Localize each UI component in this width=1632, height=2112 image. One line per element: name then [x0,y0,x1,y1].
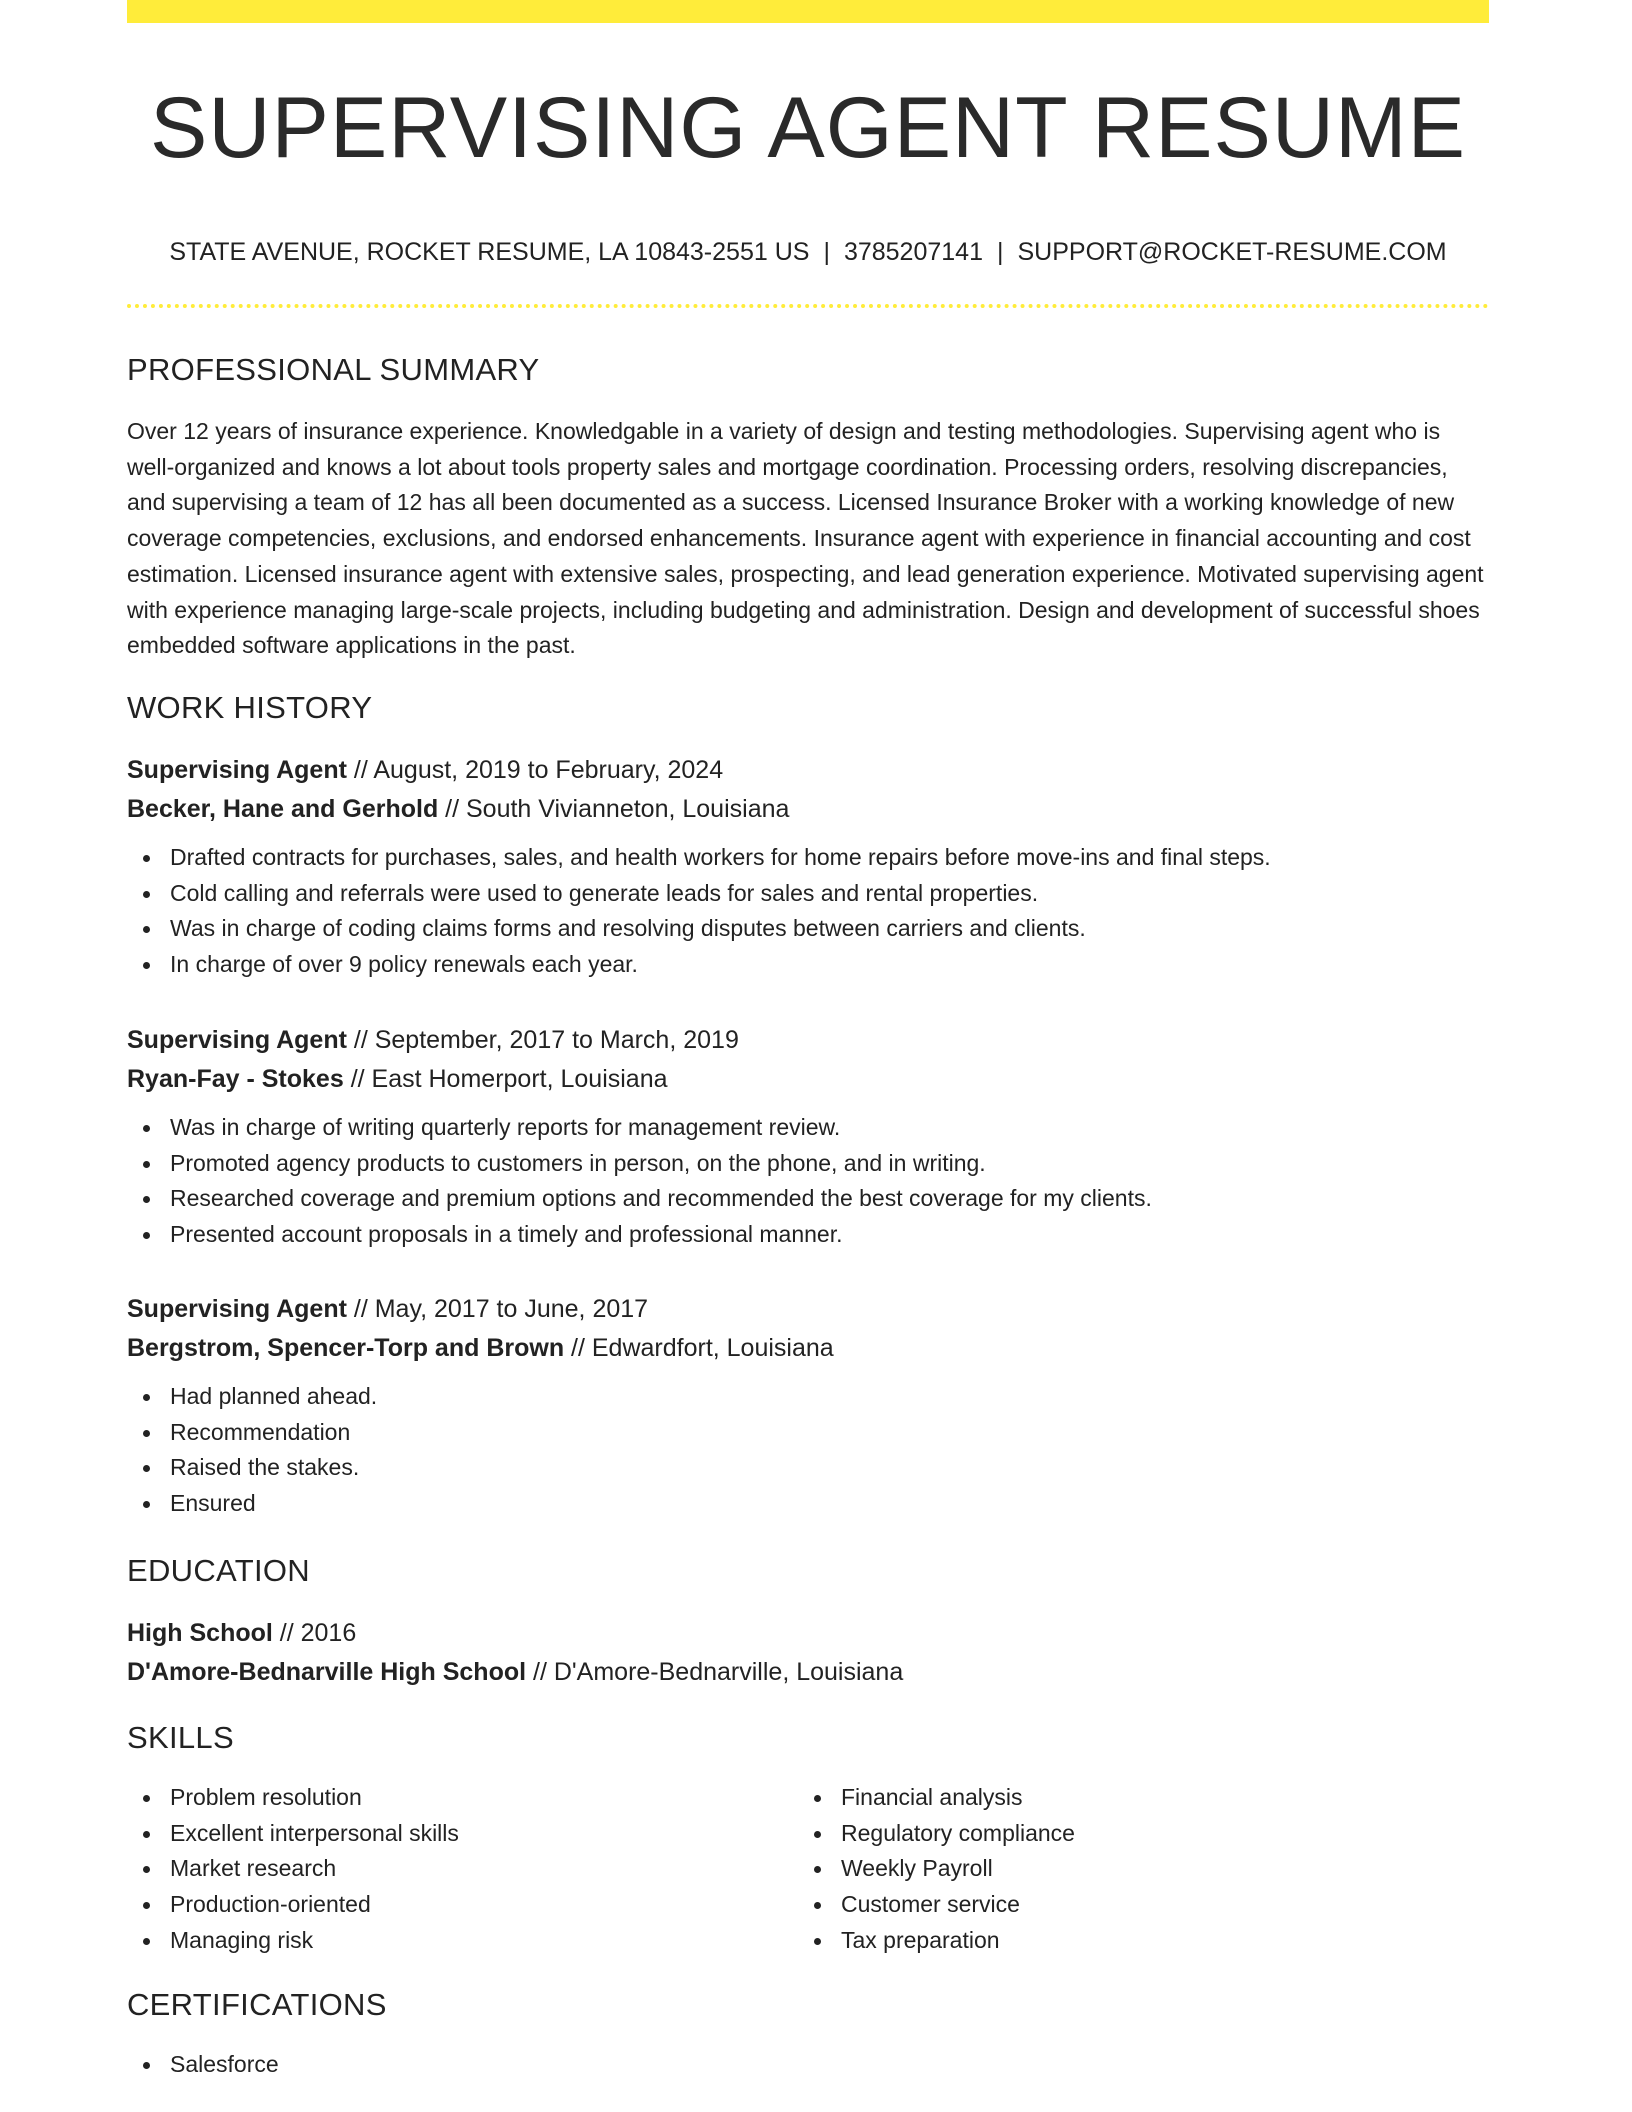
summary-heading: PROFESSIONAL SUMMARY [127,352,540,387]
job-title: Supervising Agent [127,756,347,784]
list-item: Ensured [127,1486,1489,1522]
education-degree-line [127,1614,1489,1653]
education-degree: High School [127,1619,273,1647]
contact-email[interactable]: SUPPORT@ROCKET-RESUME.COM [1017,238,1447,266]
job-title-line [127,751,1489,790]
education-year: // 2016 [272,1619,357,1647]
job-bullets [127,840,1489,983]
job-location: // South Vivianneton, Louisiana [438,795,790,823]
summary-text: Over 12 years of insurance experience. Knowledgable in a variety of design and testing methodologies. Supervising agent who is well-organized and knows a lot about tools property sales and mortgage coordination. Processing orders, resolving discrepancies, and supervising a team of 12 has all been documented as a success. Licensed Insurance Broker with a working knowledge of new coverage competencies, exclusions, and endorsed enhancements. Insurance agent with experience in financial accounting and cost estimation. Licensed insurance agent with extensive sales, prospecting, and lead generation experience. Motivated supervising agent with experience managing large-scale projects, including budgeting and administration. Design and development of successful shoes embedded software applications in the past. [127,418,1484,659]
education-entry [127,1614,1489,1692]
list-item: Drafted contracts for purchases, sales, and health workers for home repairs before move-ins and final steps. [127,840,1489,876]
resume-title: SUPERVISING AGENT RESUME [150,80,1466,176]
job-company: Ryan-Fay - Stokes [127,1065,344,1093]
job-entry [127,1290,1489,1522]
list-item: Raised the stakes. [127,1450,1489,1486]
list-item: Financial analysis [798,1780,1398,1816]
job-company-line [127,1060,1489,1099]
skills-heading: SKILLS [127,1720,234,1755]
skills-bullets-left [127,1780,727,1959]
certifications-bullets [127,2047,1489,2083]
job-company-line [127,1329,1489,1368]
certifications-heading: CERTIFICATIONS [127,1987,387,2022]
list-item: Researched coverage and premium options and recommended the best coverage for my clients. [127,1181,1489,1217]
list-item: Presented account proposals in a timely and professional manner. [127,1217,1489,1253]
list-item: Production-oriented [127,1887,727,1923]
contact-phone[interactable]: 3785207141 [843,238,983,266]
list-item: Cold calling and referrals were used to generate leads for sales and rental properties. [127,876,1489,912]
education-school-line [127,1653,1489,1692]
list-item: Weekly Payroll [798,1851,1398,1887]
job-location: // Edwardfort, Louisiana [564,1334,834,1362]
skills-column-right [798,1780,1398,1959]
job-title: Supervising Agent [127,1026,347,1054]
education-heading: EDUCATION [127,1553,310,1588]
list-item: Regulatory compliance [798,1816,1398,1852]
list-item: Tax preparation [798,1923,1398,1959]
education-location: // D'Amore-Bednarville, Louisiana [526,1658,904,1686]
job-dates: // September, 2017 to March, 2019 [346,1026,739,1054]
education-school: D'Amore-Bednarville High School [127,1658,527,1686]
list-item: In charge of over 9 policy renewals each year. [127,947,1489,983]
job-dates: // May, 2017 to June, 2017 [346,1295,649,1323]
job-title-line [127,1290,1489,1329]
list-item: Was in charge of writing quarterly reports for management review. [127,1110,1489,1146]
contact-line [127,236,1489,268]
job-bullets [127,1110,1489,1253]
job-company-line [127,790,1489,829]
list-item: Salesforce [127,2047,1489,2083]
header-divider [127,304,1489,308]
job-title: Supervising Agent [127,1295,347,1323]
contact-separator: | [996,238,1004,266]
list-item: Recommendation [127,1415,1489,1451]
list-item: Promoted agency products to customers in person, on the phone, and in writing. [127,1146,1489,1182]
job-entry [127,1021,1489,1253]
job-title-line [127,1021,1489,1060]
list-item: Managing risk [127,1923,727,1959]
job-company: Becker, Hane and Gerhold [127,795,439,823]
list-item: Market research [127,1851,727,1887]
contact-separator: | [823,238,830,266]
list-item: Had planned ahead. [127,1379,1489,1415]
job-entry [127,751,1489,983]
skills-bullets-right [798,1780,1398,1959]
list-item: Was in charge of coding claims forms and resolving disputes between carriers and clients. [127,911,1489,947]
job-bullets [127,1379,1489,1522]
job-company: Bergstrom, Spencer-Torp and Brown [127,1334,565,1362]
contact-address: STATE AVENUE, ROCKET RESUME, LA 10843-2551 US [169,238,810,266]
job-location: // East Homerport, Louisiana [343,1065,668,1093]
top-accent-bar [127,0,1489,23]
work-history-heading: WORK HISTORY [127,690,373,725]
list-item: Problem resolution [127,1780,727,1816]
list-item: Excellent interpersonal skills [127,1816,727,1852]
skills-column-left [127,1780,727,1959]
list-item: Customer service [798,1887,1398,1923]
job-dates: // August, 2019 to February, 2024 [346,756,724,784]
certifications-list [127,2047,1489,2083]
